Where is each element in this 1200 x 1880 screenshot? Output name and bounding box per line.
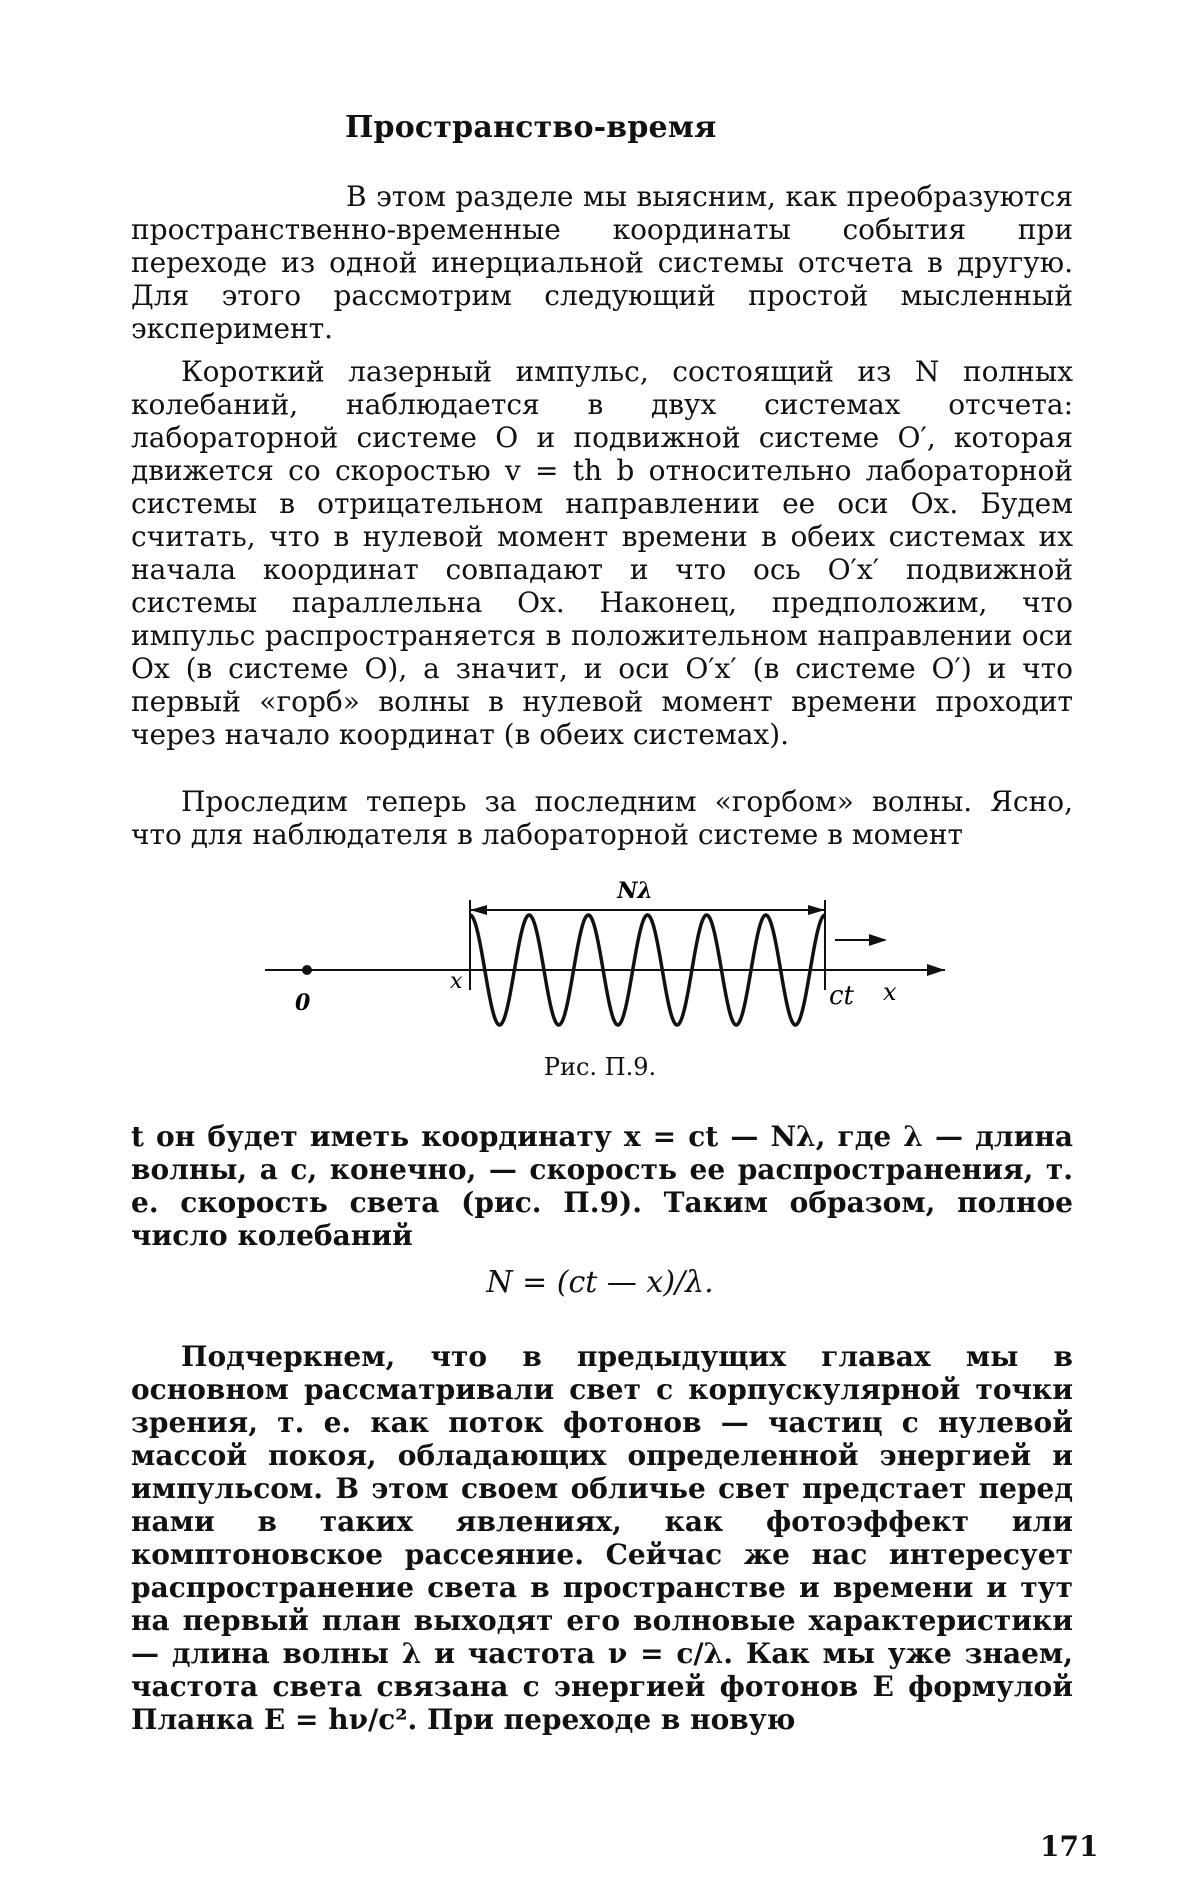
wave-figure bbox=[255, 880, 955, 1040]
label-ct: ct bbox=[829, 981, 855, 1011]
formula-n: N = (ct — x)/λ. bbox=[486, 1265, 714, 1300]
propagation-arrow-head bbox=[869, 934, 887, 946]
origin-dot bbox=[302, 965, 312, 975]
label-origin: 0 bbox=[295, 990, 311, 1016]
paragraph-intro: В этом разделе мы выясним, как преобразуются пространственно-временные координаты события при переходе из одной инерциальной системы отсчета в другую. Для этого рассмотрим следующий простой мысленный эксперимент. bbox=[131, 180, 1073, 345]
label-x: x bbox=[450, 969, 463, 994]
width-arrow-right bbox=[808, 905, 825, 915]
paragraph-emphasis: Подчеркнем, что в предыдущих главах мы в основном рассматривали свет с корпускулярной точки зрения, т. е. как поток фотонов — частиц с нулевой массой покоя, обладающих определенной энергией и импульсом. В этом своем обличье свет предстает перед нами в таких явлениях, как фотоэффект или комптоновское рассеяние. Сейчас же нас интересует распространение света в пространстве и времени и тут на первый план выходят его волновые характеристики — длина волны λ и частота ν = c/λ. Как мы уже знаем, частота света связана с энергией фотонов E формулой Планка E = hν/c². При переходе в новую bbox=[131, 1340, 1073, 1736]
paragraph-last-crest: Проследим теперь за последним «горбом» волны. Ясно, что для наблюдателя в лабораторной системе в момент bbox=[131, 785, 1073, 851]
page-number: 171 bbox=[1040, 1830, 1099, 1863]
label-n-lambda: Nλ bbox=[617, 880, 653, 904]
section-heading: Пространство-время bbox=[345, 110, 717, 145]
label-axis-x: x bbox=[883, 978, 897, 1006]
paragraph-experiment: Короткий лазерный импульс, состоящий из N полных колебаний, наблюдается в двух системах отсчета: лабораторной системе O и подвижной системе O′, которая движется со скоростью v = th b относительно лабораторной системы в отрицательном направлении ее оси Ox. Будем считать, что в нулевой момент времени в обеих системах их начала координат совпадают и что ось O′x′ подвижной системы параллельна Ox. Наконец, предположим, что импульс распространяется в положительном направлении оси Ox (в системе O), а значит, и оси O′x′ (в системе O′) и что первый «горб» волны в нулевой момент времени проходит через начало координат (в обеих системах). bbox=[131, 355, 1073, 751]
paragraph-coordinate: t он будет иметь координату x = ct — Nλ, где λ — длина волны, а c, конечно, — скорость ее распространения, т. е. скорость света (рис. П.9). Таким образом, полное число колебаний bbox=[131, 1120, 1073, 1252]
width-arrow-left bbox=[470, 905, 487, 915]
figure-caption: Рис. П.9. bbox=[543, 1053, 657, 1081]
axis-arrow-head bbox=[927, 964, 945, 976]
